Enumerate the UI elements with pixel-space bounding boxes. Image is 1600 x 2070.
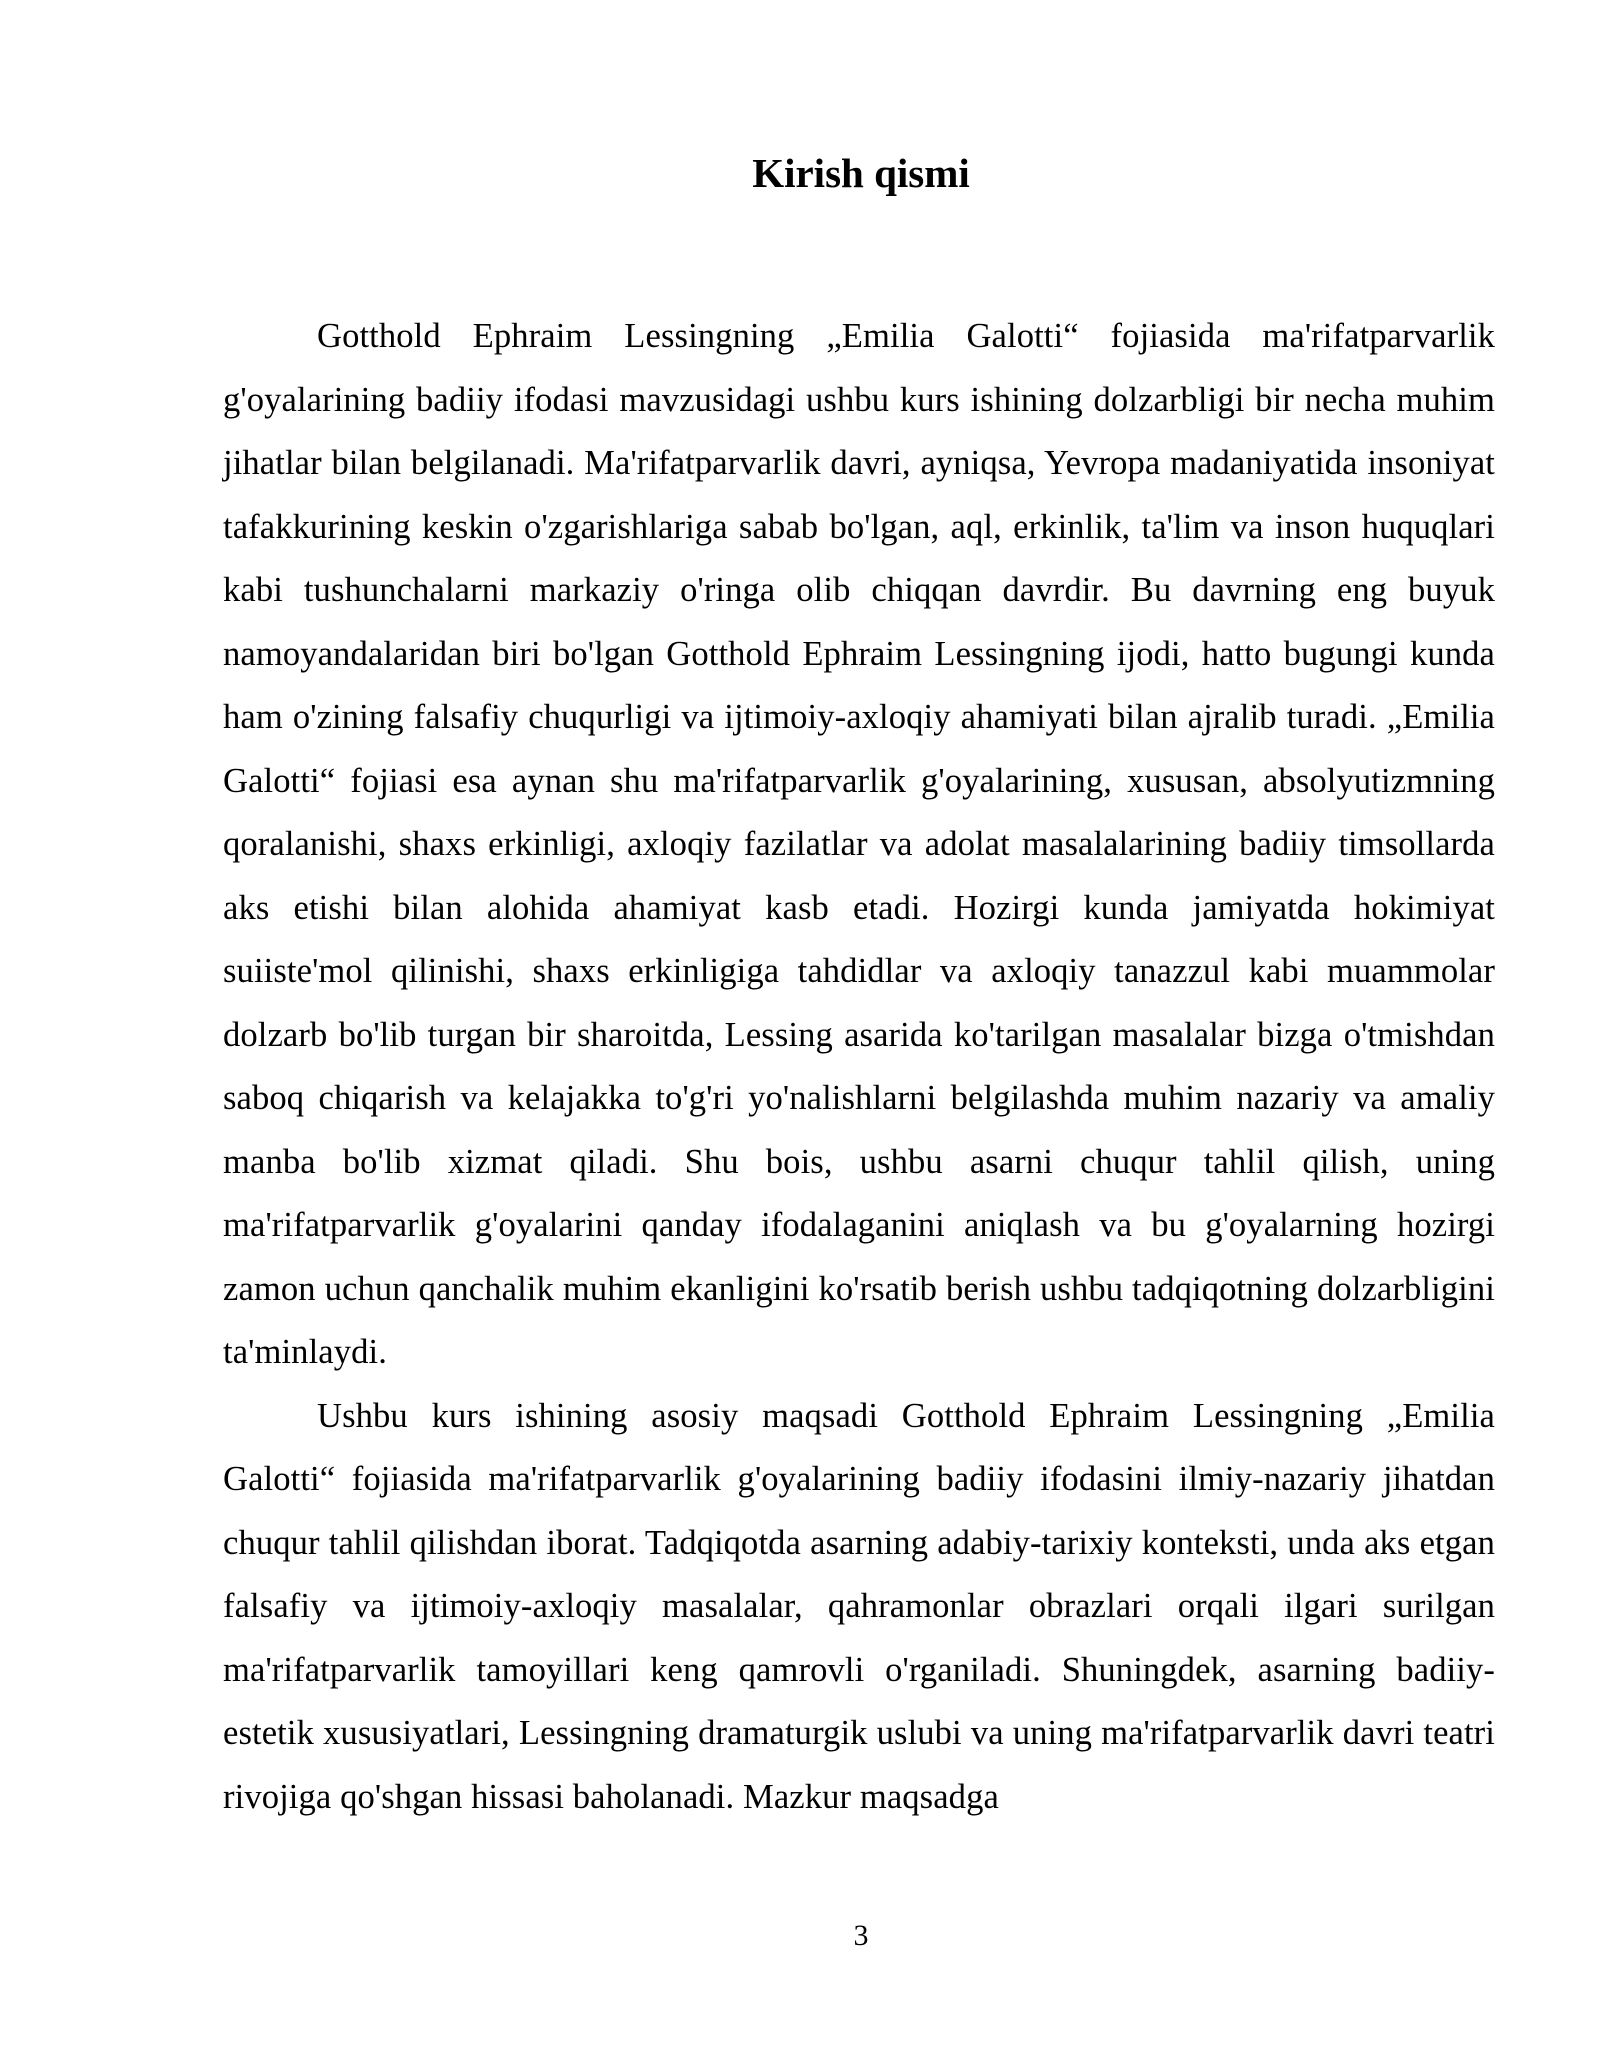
page-number: 3 [853, 1919, 869, 1952]
section-title: Kirish qismi [752, 150, 970, 196]
paragraph-aim: Ushbu kurs ishining asosiy maqsadi Gotthold Ephraim Lessingning „Emilia Galotti“ fojiasida ma'rifatparvarlik g'oyalarining badiiy ifodasini ilmiy-nazariy jihatdan chuqur tahlil qilishdan iborat. Tadqiqotda asarning adabiy-tarixiy konteksti, unda aks etgan falsafiy va ijtimoiy-axloqiy masalalar, qahramonlar obrazlari orqali ilgari surilgan ma'rifatparvarlik tamoyillari keng qamrovli o'rganiladi. Shuningdek, asarning badiiy-estetik xususiyatlari, Lessingning dramaturgik uslubi va uning ma'rifatparvarlik davri teatri rivojiga qo'shgan hissasi baholanadi. Mazkur maqsadga [223, 1396, 1495, 1816]
paragraph-relevance: Gotthold Ephraim Lessingning „Emilia Galotti“ fojiasida ma'rifatparvarlik g'oyalarining badiiy ifodasi mavzusidagi ushbu kurs ishining dolzarbligi bir necha muhim jihatlar bilan belgilanadi. Ma'rifatparvarlik davri, ayniqsa, Yevropa madaniyatida insoniyat tafakkurining keskin o'zgarishlariga sabab bo'lgan, aql, erkinlik, ta'lim va inson huquqlari kabi tushunchalarni markaziy o'ringa olib chiqqan davrdir. Bu davrning eng buyuk namoyandalaridan biri bo'lgan Gotthold Ephraim Lessingning ijodi, hatto bugungi kunda ham o'zining falsafiy chuqurligi va ijtimoiy-axloqiy ahamiyati bilan ajralib turadi. „Emilia Galotti“ fojiasi esa aynan shu ma'rifatparvarlik g'oyalarining, xususan, absolyutizmning qoralanishi, shaxs erkinligi, axloqiy fazilatlar va adolat masalalarining badiiy timsollarda aks etishi bilan alohida ahamiyat kasb etadi. Hozirgi kunda jamiyatda hokimiyat suiiste'mol qilinishi, shaxs erkinligiga tahdidlar va axloqiy tanazzul kabi muammolar dolzarb bo'lib turgan bir sharoitda, Lessing asarida ko'tarilgan masalalar bizga o'tmishdan saboq chiqarish va kelajakka to'g'ri yo'nalishlarni belgilashda muhim nazariy va amaliy manba bo'lib xizmat qiladi. Shu bois, ushbu asarni chuqur tahlil qilish, uning ma'rifatparvarlik g'oyalarini qanday ifodalaganini aniqlash va bu g'oyalarning hozirgi zamon uchun qanchalik muhim ekanligini ko'rsatib berish ushbu tadqiqotning dolzarbligini ta'minlaydi. [223, 317, 1495, 1371]
body-text [223, 305, 1495, 1829]
